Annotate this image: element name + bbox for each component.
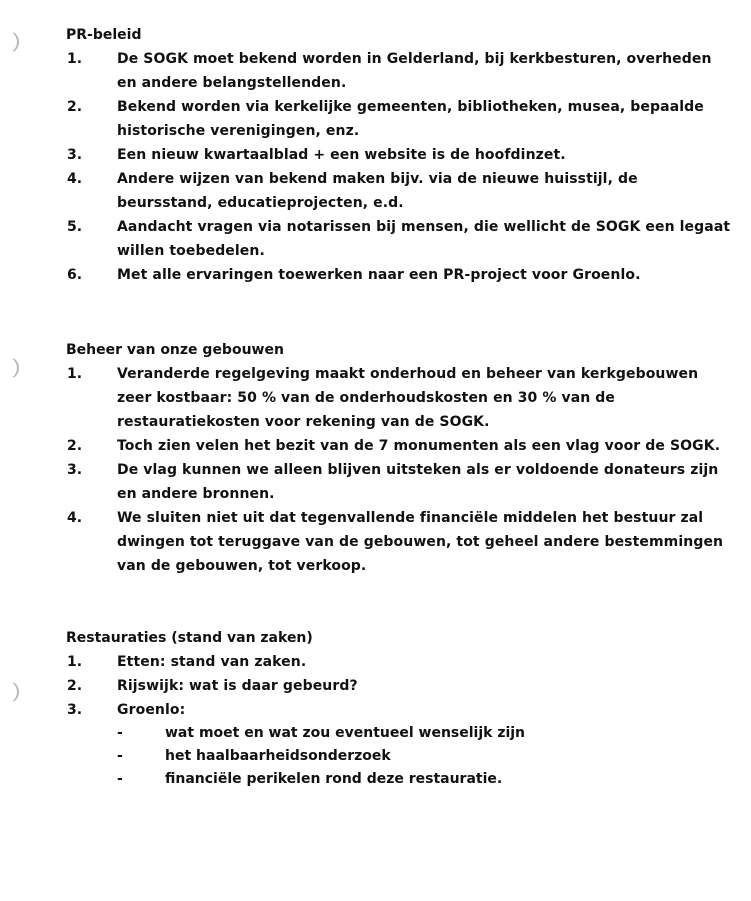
sub-item-text: financiële perikelen rond deze restauratie. [165,771,503,787]
list-item [66,674,736,698]
item-number: 1. [67,51,83,67]
item-text: Andere wijzen van bekend maken bijv. via de nieuwe huisstijl, de beursstand, educatieprojecten, e.d. [117,171,638,211]
item-number: 3. [67,462,83,478]
item-text: Met alle ervaringen toewerken naar een PR-project voor Groenlo. [117,267,641,283]
sub-list-item [66,722,736,745]
item-number: 4. [67,510,83,526]
item-number: 5. [67,219,83,235]
section-beheer-gebouwen [66,339,736,578]
item-number: 1. [67,654,83,670]
item-number: 2. [67,438,83,454]
item-number: 3. [67,702,83,718]
item-text: De vlag kunnen we alleen blijven uitsteken als er voldoende donateurs zijn en andere bronnen. [117,462,719,502]
item-text: We sluiten niet uit dat tegenvallende financiële middelen het bestuur zal dwingen tot teruggave van de gebouwen, tot geheel andere bestemmingen van de gebouwen, tot verkoop. [117,510,724,574]
sub-list-item [66,768,736,791]
item-text: Bekend worden via kerkelijke gemeenten, bibliotheken, musea, bepaalde historische verenigingen, enz. [117,99,704,139]
list-item [66,434,736,458]
section-heading: PR-beleid [66,27,142,43]
list-item [66,362,736,434]
sub-item-text: het haalbaarheidsonderzoek [165,748,391,764]
punch-hole [0,356,19,380]
list-item [66,650,736,674]
item-number: 6. [67,267,83,283]
item-number: 1. [67,366,83,382]
bullet-dash: - [117,771,123,787]
list-item [66,47,736,95]
item-text: De SOGK moet bekend worden in Gelderland, bij kerkbesturen, overheden en andere belangstellenden. [117,51,712,91]
item-number: 2. [67,678,83,694]
punch-hole [0,30,19,54]
list-item [66,95,736,143]
bullet-dash: - [117,748,123,764]
list-item [66,458,736,506]
item-text: Etten: stand van zaken. [117,654,307,670]
item-text: Aandacht vragen via notarissen bij mensen, die wellicht de SOGK een legaat willen toebedelen. [117,219,731,259]
section-heading: Beheer van onze gebouwen [66,342,284,358]
list-item [66,698,736,722]
list-item [66,167,736,215]
item-number: 2. [67,99,83,115]
section-restauraties [66,627,736,791]
item-number: 3. [67,147,83,163]
list-item [66,215,736,263]
section-pr-beleid [66,24,736,287]
list-item [66,143,736,167]
sub-list-item [66,745,736,768]
sub-item-text: wat moet en wat zou eventueel wenselijk zijn [165,725,526,741]
section-heading: Restauraties (stand van zaken) [66,630,313,646]
item-text: Een nieuw kwartaalblad + een website is de hoofdinzet. [117,147,566,163]
item-text: Rijswijk: wat is daar gebeurd? [117,678,358,694]
item-text: Veranderde regelgeving maakt onderhoud en beheer van kerkgebouwen zeer kostbaar: 50 % van de onderhoudskosten en 30 % van de restauratiekosten voor rekening van de SOGK. [117,366,699,430]
list-item [66,263,736,287]
item-text: Toch zien velen het bezit van de 7 monumenten als een vlag voor de SOGK. [117,438,721,454]
list-item [66,506,736,578]
item-number: 4. [67,171,83,187]
item-text: Groenlo: [117,702,186,718]
bullet-dash: - [117,725,123,741]
punch-hole [0,680,19,704]
